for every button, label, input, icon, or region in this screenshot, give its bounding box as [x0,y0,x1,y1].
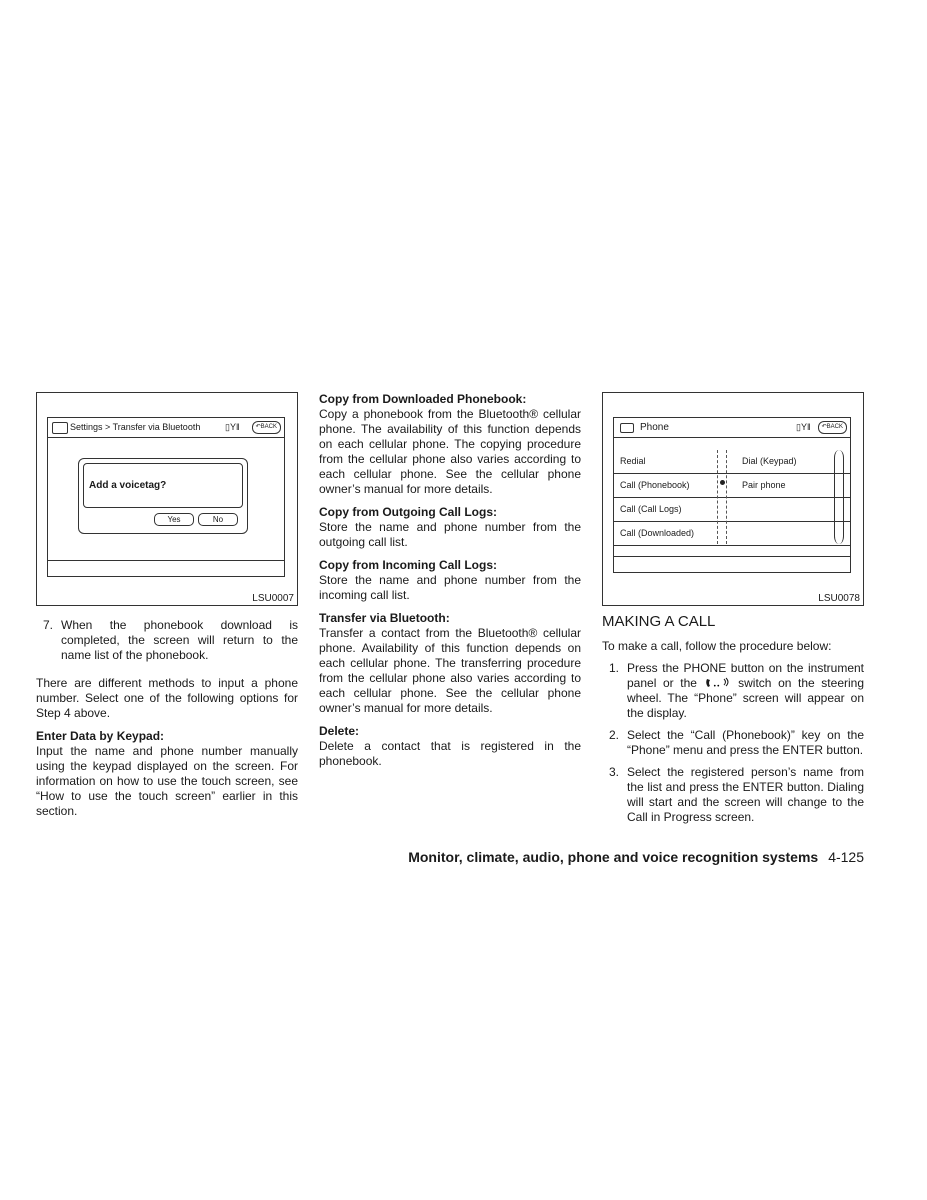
menu-row [614,474,850,498]
page-footer [408,848,864,866]
redial-button[interactable]: Redial [620,456,646,466]
figure-phone-menu [602,392,864,606]
screen-transfer-bluetooth [47,417,285,577]
column-left [36,392,298,819]
settings-icon [52,422,68,434]
step-text-a: Press the PHONE button on the instrument panel or the [627,661,864,690]
step-text: Select the registered person’s name from the list and press the ENTER button. Dialing will start and the screen will change to the Call in Progress screen. [627,765,864,824]
figure-code: LSU0078 [818,593,860,604]
section-body: Delete a contact that is registered in the phonebook. [319,739,581,768]
step-number: 7. [43,618,54,632]
signal-icon: ▯Y‖ [225,422,240,432]
column-right [602,392,864,832]
step-number: 1. [609,661,620,675]
call-logs-button[interactable]: Call (Call Logs) [620,504,682,514]
menu-row [614,522,850,546]
procedure-intro: To make a call, follow the procedure below: [602,639,832,653]
section-heading: Delete: [319,724,360,738]
step-1 [602,661,864,721]
back-label: BACK [826,424,843,430]
section-heading: Transfer via Bluetooth: [319,611,450,625]
step-7 [36,618,298,663]
scrollbar[interactable] [717,450,727,544]
yes-button[interactable]: Yes [154,513,194,526]
section-title: MAKING A CALL [602,613,716,630]
figure-transfer-bluetooth [36,392,298,606]
keypad-heading: Enter Data by Keypad: [36,729,165,743]
page-number: 4-125 [828,849,864,865]
screen-header [614,418,850,438]
phone-icon [620,423,634,433]
step-text: When the phonebook download is completed, the screen will return to the name list of the phonebook. [61,618,298,662]
step-list [36,618,298,663]
step-text: Select the “Call (Phonebook)” key on the “Phone” menu and press the ENTER button. [627,728,864,757]
footer-title: Monitor, climate, audio, phone and voice recognition systems [408,849,819,865]
screen-footer [614,556,850,572]
back-label: BACK [260,424,277,430]
section-body: Store the name and phone number from the outgoing call list. [319,520,581,549]
back-button[interactable]: ↶BACK [252,421,281,434]
step-number: 2. [609,728,620,742]
step-number: 3. [609,765,620,779]
keypad-body: Input the name and phone number manually using the keypad displayed on the screen. For information on how to use the touch screen, see “How to use the touch screen” earlier in this section. [36,744,298,818]
scroll-thumb[interactable] [720,480,725,485]
svg-text:••: •• [712,683,720,689]
dial-edge [834,450,844,544]
call-downloaded-button[interactable]: Call (Downloaded) [620,528,695,538]
step-text-b: switch on the steering wheel. The “Phone” screen will appear on the display. [627,676,864,720]
section-heading: Copy from Downloaded Phonebook: [319,392,527,406]
no-button[interactable]: No [198,513,238,526]
figure-code: LSU0007 [252,593,294,604]
procedure-steps [602,661,864,825]
input-methods-intro: There are different methods to input a phone number. Select one of the following options for Step 4 above. [36,676,298,720]
step-3 [602,765,864,825]
screen-header [48,418,284,438]
call-phonebook-button[interactable]: Call (Phonebook) [620,480,690,490]
section-body: Store the name and phone number from the incoming call list. [319,573,581,602]
section-heading: Copy from Incoming Call Logs: [319,558,498,572]
screen-phone-menu [613,417,851,573]
dial-keypad-button[interactable]: Dial (Keypad) [742,456,797,466]
column-middle [319,392,581,769]
section-body: Copy a phonebook from the Bluetooth® cellular phone. The availability of this function depends on each cellular phone. The copying procedure from the cellular phone also varies according to each cellular phone. See the cellular phone owner’s manual for more details. [319,407,581,496]
step-2 [602,728,864,758]
breadcrumb: Settings > Transfer via Bluetooth [70,422,201,432]
signal-icon: ▯Y‖ [796,422,811,432]
screen-title: Phone [640,422,669,433]
dialog-message: Add a voicetag? [83,463,243,508]
phone-talk-switch-icon [704,677,732,689]
section-body: Transfer a contact from the Bluetooth® cellular phone. Availability of this function depends on each cellular phone. The transferring procedure from the cellular phone also varies according to each cellular phone. See the cellular phone owner’s manual for more details. [319,626,581,715]
voicetag-dialog [78,458,248,534]
menu-row [614,450,850,474]
menu-row [614,498,850,522]
back-button[interactable]: ↶BACK [818,421,847,434]
pair-phone-button[interactable]: Pair phone [742,480,786,490]
screen-footer [48,560,284,576]
section-heading: Copy from Outgoing Call Logs: [319,505,497,519]
